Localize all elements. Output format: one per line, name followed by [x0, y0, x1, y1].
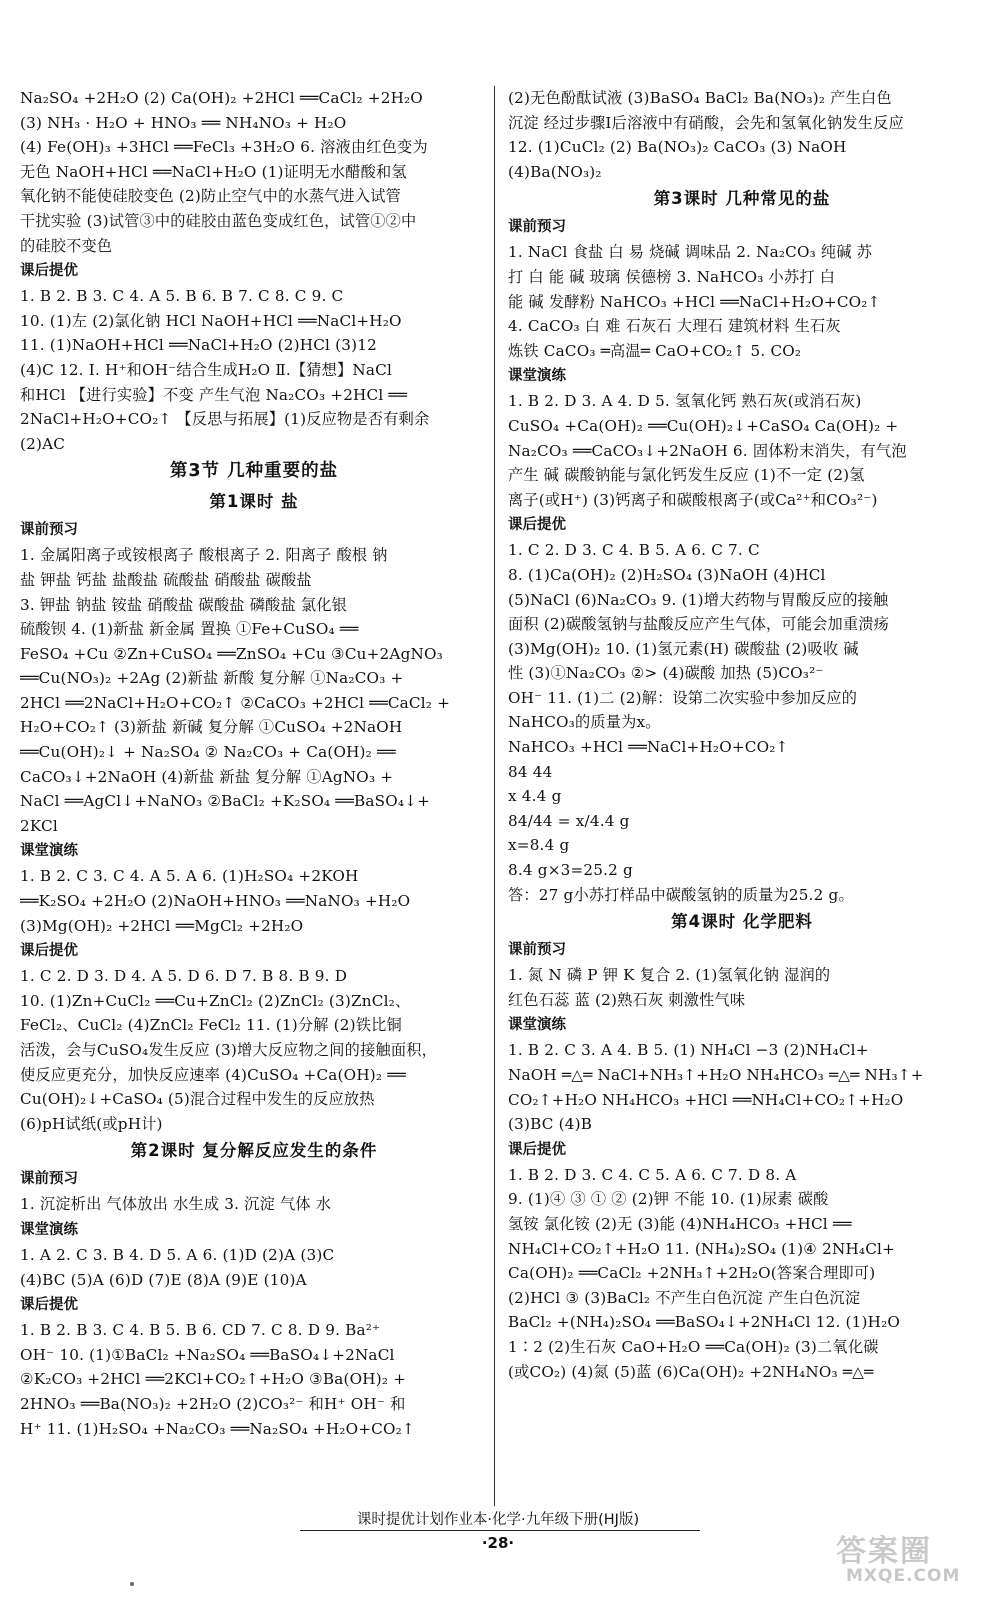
answer-line: (4)Ba(NO₃)₂	[508, 162, 602, 181]
subsection-heading: 课堂演练	[20, 1221, 78, 1238]
answer-line: (2)无色酚酞试液 (3)BaSO₄ BaCl₂ Ba(NO₃)₂ 产生白色	[508, 89, 892, 107]
answer-line: OH⁻ 11. (1)二 (2)解：设第二次实验中参加反应的	[508, 688, 858, 707]
answer-line: x=8.4 g	[508, 836, 570, 855]
answer-line: NH₄Cl+CO₂↑+H₂O 11. (NH₄)₂SO₄ (1)④ 2NH₄Cl+	[508, 1239, 896, 1258]
answer-line: 1. B 2. B 3. C 4. A 5. B 6. B 7. C 8. C 9. C	[20, 287, 344, 306]
answer-line: ══K₂SO₄ +2H₂O (2)NaOH+HNO₃ ══NaNO₃ +H₂O	[20, 892, 411, 911]
answer-line: 4. CaCO₃ 白 难 石灰石 大理石 建筑材料 生石灰	[508, 317, 841, 336]
print-dot	[130, 1582, 134, 1586]
answer-line: ②K₂CO₃ +2HCl ══2KCl+CO₂↑+H₂O ③Ba(OH)₂ +	[20, 1370, 407, 1389]
subsection-heading: 课后提优	[508, 1141, 566, 1158]
page-number: ·28·	[481, 1534, 515, 1552]
answer-line: Cu(OH)₂↓+CaSO₄ (5)混合过程中发生的反应放热	[20, 1090, 375, 1109]
answer-line: 离子(或H⁺) (3)钙离子和碳酸根离子(或Ca²⁺和CO₃²⁻)	[508, 490, 878, 509]
subsection-heading: 课后提优	[508, 517, 566, 534]
answer-line: BaCl₂ +(NH₄)₂SO₄ ══BaSO₄↓+2NH₄Cl 12. (1)H₂O	[508, 1313, 901, 1332]
answer-line: 8.4 g×3=25.2 g	[508, 861, 633, 880]
answer-line: 和HCl 【进行实验】不变 产生气泡 Na₂CO₃ +2HCl ══	[20, 385, 408, 404]
answer-line: 干扰实验 (3)试管③中的硅胶由蓝色变成红色，试管①②中	[20, 211, 417, 230]
answer-line: 1. NaCl 食盐 白 易 烧碱 调味品 2. Na₂CO₃ 纯碱 苏	[508, 243, 873, 262]
footer-title: 课时提优计划作业本·化学·九年级下册(HJ版)	[356, 1512, 640, 1528]
answer-line: 12. (1)CuCl₂ (2) Ba(NO₃)₂ CaCO₃ (3) NaOH	[508, 138, 847, 157]
answer-line: (6)pH试纸(或pH计)	[20, 1114, 163, 1133]
answer-line: (或CO₂) (4)氮 (5)蓝 (6)Ca(OH)₂ +2NH₄NO₃ ═△═	[508, 1362, 874, 1381]
answer-line: 1∶2 (2)生石灰 CaO+H₂O ══Ca(OH)₂ (3)二氧化碳	[508, 1337, 879, 1356]
lesson-heading: 第3课时 几种常见的盐	[653, 189, 831, 209]
lesson-heading: 第4课时 化学肥料	[671, 912, 813, 932]
answer-line: 1. C 2. D 3. C 4. B 5. A 6. C 7. C	[508, 541, 760, 560]
subsection-heading: 课后提优	[20, 1297, 78, 1314]
answer-line: 面积 (2)碳酸氢钠与盐酸反应产生气体，可能会加重溃疡	[508, 615, 890, 634]
subsection-heading: 课后提优	[20, 263, 78, 280]
answer-line: 氢铵 氯化铵 (2)无 (3)能 (4)NH₄HCO₃ +HCl ══	[508, 1214, 852, 1233]
answer-line: 答：27 g小苏打样品中碳酸氢钠的质量为25.2 g。	[508, 885, 854, 904]
answer-line: NaHCO₃ +HCl ══NaCl+H₂O+CO₂↑	[508, 738, 789, 757]
answer-line: NaCl ══AgCl↓+NaNO₃ ②BaCl₂ +K₂SO₄ ══BaSO₄↓+	[20, 792, 431, 811]
answer-line: 氧化钠不能使硅胶变色 (2)防止空气中的水蒸气进入试管	[20, 187, 402, 206]
answer-line: Na₂CO₃ ══CaCO₃↓+2NaOH 6. 固体粉末消失，有气泡	[508, 441, 907, 460]
footer-rule	[300, 1530, 700, 1531]
answer-line: 84 44	[508, 762, 553, 781]
lesson-heading: 第2课时 复分解反应发生的条件	[130, 1141, 378, 1161]
answer-line: H₂O+CO₂↑ (3)新盐 新碱 复分解 ①CuSO₄ +2NaOH	[20, 718, 403, 737]
subsection-heading: 课前预习	[20, 1171, 78, 1188]
answer-line: OH⁻ 10. (1)①BaCl₂ +Na₂SO₄ ══BaSO₄↓+2NaCl	[20, 1345, 395, 1364]
answer-line: 9. (1)④ ③ ① ② (2)钾 不能 10. (1)尿素 碳酸	[508, 1190, 829, 1209]
answer-line: Na₂SO₄ +2H₂O (2) Ca(OH)₂ +2HCl ══CaCl₂ +2H₂O	[20, 89, 423, 107]
answer-line: FeCl₂、CuCl₂ (4)ZnCl₂ FeCl₂ 11. (1)分解 (2)铁比铜	[20, 1016, 402, 1035]
answer-line: ══Cu(OH)₂↓ + Na₂SO₄ ② Na₂CO₃ + Ca(OH)₂ ══	[20, 743, 396, 762]
answer-line: 炼铁 CaCO₃ ═高温═ CaO+CO₂↑ 5. CO₂	[508, 341, 802, 360]
answer-line: (3)Mg(OH)₂ 10. (1)氢元素(H) 碳酸盐 (2)吸收 碱	[508, 639, 859, 658]
subsection-heading: 课堂演练	[508, 1017, 566, 1034]
answer-line: (2)HCl ③ (3)BaCl₂ 不产生白色沉淀 产生白色沉淀	[508, 1288, 861, 1307]
watermark-logo	[818, 1526, 978, 1590]
answer-line: 的硅胶不变色	[20, 236, 113, 255]
answer-line: (4)C 12. Ⅰ. H⁺和OH⁻结合生成H₂O Ⅱ.【猜想】NaCl	[20, 360, 393, 379]
answer-line: 打 白 能 碱 玻璃 侯德榜 3. NaHCO₃ 小苏打 白	[508, 267, 836, 286]
answer-line: NaHCO₃的质量为x。	[508, 713, 661, 732]
answer-line: 性 (3)①Na₂CO₃ ②> (4)碳酸 加热 (5)CO₃²⁻	[508, 664, 824, 683]
answer-line: H⁺ 11. (1)H₂SO₄ +Na₂CO₃ ══Na₂SO₄ +H₂O+CO₂↑	[20, 1419, 415, 1438]
answer-line: CaCO₃↓+2NaOH (4)新盐 新盐 复分解 ①AgNO₃ +	[20, 767, 394, 786]
answer-line: CuSO₄ +Ca(OH)₂ ══Cu(OH)₂↓+CaSO₄ Ca(OH)₂ +	[508, 416, 899, 435]
answer-line: 产生 碱 碳酸钠能与氯化钙发生反应 (1)不一定 (2)氢	[508, 466, 865, 485]
answer-line: NaOH ═△═ NaCl+NH₃↑+H₂O NH₄HCO₃ ═△═ NH₃↑+	[508, 1066, 924, 1084]
column-divider	[494, 86, 495, 1506]
answer-line: 1. C 2. D 3. D 4. A 5. D 6. D 7. B 8. B 9. D	[20, 967, 348, 986]
subsection-heading: 课后提优	[20, 943, 78, 960]
answer-line: 1. 金属阳离子或铵根离子 酸根离子 2. 阳离子 酸根 钠	[20, 546, 388, 565]
subsection-heading: 课前预习	[508, 942, 566, 959]
lesson-heading: 第1课时 盐	[209, 492, 299, 512]
answer-line: 使反应更充分，加快反应速率 (4)CuSO₄ +Ca(OH)₂ ══	[20, 1065, 406, 1084]
watermark-url: MXQE.COM	[846, 1566, 961, 1586]
answer-line: (3) NH₃ · H₂O + HNO₃ ══ NH₄NO₃ + H₂O	[20, 113, 347, 132]
answer-line: 1. A 2. C 3. B 4. D 5. A 6. (1)D (2)A (3)C	[20, 1245, 335, 1264]
subsection-heading: 课前预习	[508, 219, 566, 236]
answer-line: 能 碱 发酵粉 NaHCO₃ +HCl ══NaCl+H₂O+CO₂↑	[508, 292, 881, 311]
answer-line: 3. 钾盐 钠盐 铵盐 硝酸盐 碳酸盐 磷酸盐 氯化银	[20, 595, 348, 614]
answer-line: (5)NaCl (6)Na₂CO₃ 9. (1)增大药物与胃酸反应的接触	[508, 590, 889, 609]
answer-line: 硫酸钡 4. (1)新盐 新金属 置换 ①Fe+CuSO₄ ══	[20, 620, 359, 639]
subsection-heading: 课堂演练	[508, 368, 566, 385]
answer-line: 84/44 = x/4.4 g	[508, 811, 630, 830]
answer-line: 1. B 2. D 3. C 4. C 5. A 6. C 7. D 8. A	[508, 1165, 797, 1184]
answer-line: 8. (1)Ca(OH)₂ (2)H₂SO₄ (3)NaOH (4)HCl	[508, 565, 826, 584]
answer-line: 10. (1)左 (2)氯化钠 HCl NaOH+HCl ══NaCl+H₂O	[20, 311, 402, 330]
answer-line: 活泼，会与CuSO₄发生反应 (3)增大反应物之间的接触面积，	[20, 1041, 438, 1059]
answer-line: ══Cu(NO₃)₂ +2Ag (2)新盐 新酸 复分解 ①Na₂CO₃ +	[20, 669, 404, 688]
answer-line: 沉淀 经过步骤Ⅰ后溶液中有硝酸，会先和氢氧化钠发生反应	[508, 113, 904, 132]
answer-line: 2HNO₃ ══Ba(NO₃)₂ +2H₂O (2)CO₃²⁻ 和H⁺ OH⁻ 和	[20, 1394, 406, 1413]
answer-line: 11. (1)NaOH+HCl ══NaCl+H₂O (2)HCl (3)12	[20, 336, 377, 355]
answer-line: 1. 沉淀析出 气体放出 水生成 3. 沉淀 气体 水	[20, 1195, 332, 1214]
answer-line: 1. 氮 N 磷 P 钾 K 复合 2. (1)氢氧化钠 湿润的	[508, 966, 831, 985]
section-heading: 第3节 几种重要的盐	[169, 461, 339, 482]
watermark-text: 答案圈	[836, 1534, 932, 1569]
subsection-heading: 课堂演练	[20, 843, 78, 860]
answer-line: 1. B 2. D 3. A 4. D 5. 氢氧化钙 熟石灰(或消石灰)	[508, 392, 862, 411]
answer-line: 2NaCl+H₂O+CO₂↑ 【反思与拓展】(1)反应物是否有剩余	[20, 410, 430, 429]
answer-line: (2)AC	[20, 434, 66, 453]
answer-line: (3)Mg(OH)₂ +2HCl ══MgCl₂ +2H₂O	[20, 916, 304, 935]
answer-line: 红色石蕊 蓝 (2)熟石灰 刺激性气味	[508, 990, 746, 1009]
answer-line: x 4.4 g	[508, 787, 562, 806]
answer-line: 10. (1)Zn+CuCl₂ ══Cu+ZnCl₂ (2)ZnCl₂ (3)ZnCl₂、	[20, 991, 411, 1010]
right-column	[508, 86, 976, 1384]
answer-line: 1. B 2. C 3. C 4. A 5. A 6. (1)H₂SO₄ +2KOH	[20, 867, 359, 886]
answer-line: 无色 NaOH+HCl ══NaCl+H₂O (1)证明无水醋酸和氢	[20, 162, 407, 181]
left-column	[20, 86, 488, 1441]
answer-line: CO₂↑+H₂O NH₄HCO₃ +HCl ══NH₄Cl+CO₂↑+H₂O	[508, 1090, 904, 1109]
answer-line: (3)BC (4)B	[508, 1115, 593, 1134]
answer-line: 盐 钾盐 钙盐 盐酸盐 硫酸盐 硝酸盐 碳酸盐	[20, 570, 312, 589]
answer-line: (4)BC (5)A (6)D (7)E (8)A (9)E (10)A	[20, 1270, 307, 1289]
answer-line: FeSO₄ +Cu ②Zn+CuSO₄ ══ZnSO₄ +Cu ③Cu+2AgNO₃	[20, 644, 443, 663]
answer-line: 2HCl ══2NaCl+H₂O+CO₂↑ ②CaCO₃ +2HCl ══CaCl₂ +	[20, 693, 451, 712]
answer-line: (4) Fe(OH)₃ +3HCl ══FeCl₃ +3H₂O 6. 溶液由红色变为	[20, 138, 428, 157]
subsection-heading: 课前预习	[20, 522, 78, 539]
answer-line: 1. B 2. C 3. A 4. B 5. (1) NH₄Cl −3 (2)NH₄Cl+	[508, 1041, 869, 1060]
answer-line: 1. B 2. B 3. C 4. B 5. B 6. CD 7. C 8. D 9. Ba²⁺	[20, 1321, 381, 1340]
answer-line: 2KCl	[20, 816, 58, 835]
answer-line: Ca(OH)₂ ══CaCl₂ +2NH₃↑+2H₂O(答案合理即可)	[508, 1264, 876, 1283]
